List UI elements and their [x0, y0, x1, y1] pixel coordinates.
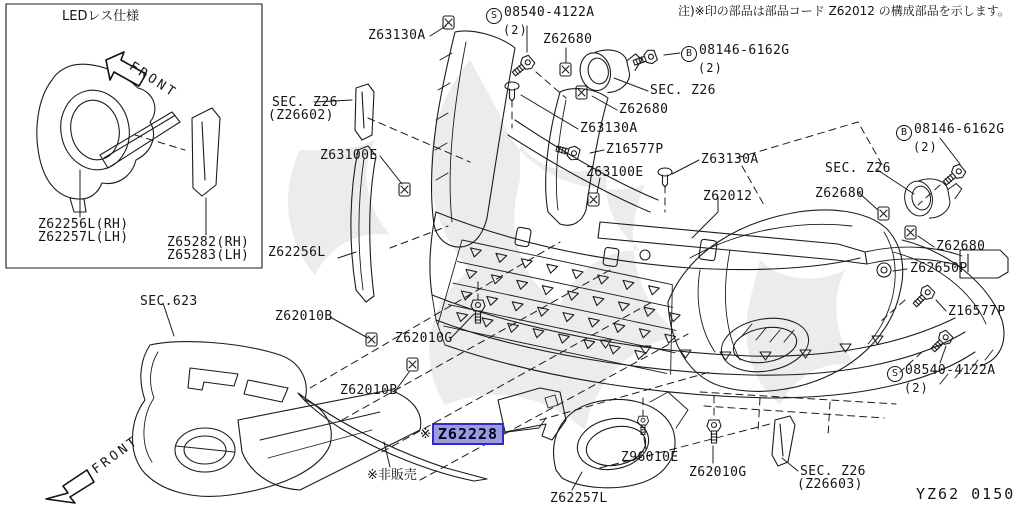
selected-part-number[interactable]: Z62228	[432, 423, 504, 445]
reference-mark: ※	[420, 426, 431, 442]
section-ref-z26-top: SEC. Z26	[650, 83, 716, 98]
part-label-z63130a-top: Z63130A	[368, 28, 426, 43]
part-label-z62650p: Z62650P	[910, 261, 968, 276]
part-label-z63100e-left: Z63100E	[320, 148, 378, 163]
section-ref-z26603: (Z26603)	[797, 477, 863, 492]
circled-s-icon: S	[887, 366, 903, 382]
front-arrow-bottom-icon	[46, 470, 94, 503]
part-label-z62257l-lh: Z62257L(LH)	[38, 230, 129, 245]
fog-lamp-right	[902, 173, 966, 222]
part-label-z62680-right1: Z62680	[815, 186, 865, 201]
part-label-z62680-top: Z62680	[543, 32, 593, 47]
inset-title: LEDレス仕様	[62, 9, 140, 24]
section-ref-z26602: (Z26602)	[268, 108, 334, 123]
note-text: 注)※印の部品は部品コード Z62012 の構成部品を示します。	[678, 4, 1010, 18]
part-label-z62010b-2: Z62010B	[340, 383, 398, 398]
part-label-08540-4122a-right: S 08540-4122A (2)	[887, 364, 996, 395]
part-label-z65283-lh: Z65283(LH)	[167, 248, 250, 263]
not-sold-label: ※非販売	[367, 468, 417, 483]
part-label-08146-6162g-right: B 08146-6162G (2)	[896, 123, 1005, 154]
part-label-z96010e: Z96010E	[621, 450, 679, 465]
part-label-08540-4122a-top: S 08540-4122A (2)	[486, 6, 595, 37]
highlighted-part-callout[interactable]	[420, 423, 504, 445]
front-label-inset: FRONT	[126, 59, 180, 102]
section-ref-623: SEC.623	[140, 294, 198, 309]
part-label-z62010g-1: Z62010G	[395, 331, 453, 346]
part-label-08146-6162g-top: B 08146-6162G (2)	[681, 44, 790, 75]
marker-z26603	[772, 416, 795, 466]
section-ref-z26-right: SEC. Z26	[825, 161, 891, 176]
front-label-bottom: FRONT	[89, 433, 143, 478]
part-label-z62012: Z62012	[703, 189, 753, 204]
part-label-z62256l: Z62256L	[268, 245, 326, 260]
part-label-z62010g-2: Z62010G	[689, 465, 747, 480]
part-label-z62257l: Z62257L	[550, 491, 608, 506]
diagram-code: YZ62 0150	[916, 485, 1016, 503]
circled-s-icon: S	[486, 8, 502, 24]
part-label-z16577p-center: Z16577P	[606, 142, 664, 157]
section-ref-z26-left: SEC. Z26	[272, 95, 338, 110]
part-label-z63130a-right: Z63130A	[701, 152, 759, 167]
section-ref-z26-bottom: SEC. Z26	[800, 464, 866, 479]
part-label-z62680-2: Z62680	[619, 102, 669, 117]
part-label-z62680-right2: Z62680	[936, 239, 986, 254]
part-label-z16577p-right: Z16577P	[948, 304, 1006, 319]
circled-b-icon: B	[896, 125, 912, 141]
part-label-z63130a-center: Z63130A	[580, 121, 638, 136]
part-label-z65282-rh: Z65282(RH)	[167, 235, 250, 250]
part-label-z62256l-rh: Z62256L(RH)	[38, 217, 129, 232]
circled-b-icon: B	[681, 46, 697, 62]
part-label-z62010b-1: Z62010B	[275, 309, 333, 324]
part-label-z63100e-center: Z63100E	[586, 165, 644, 180]
